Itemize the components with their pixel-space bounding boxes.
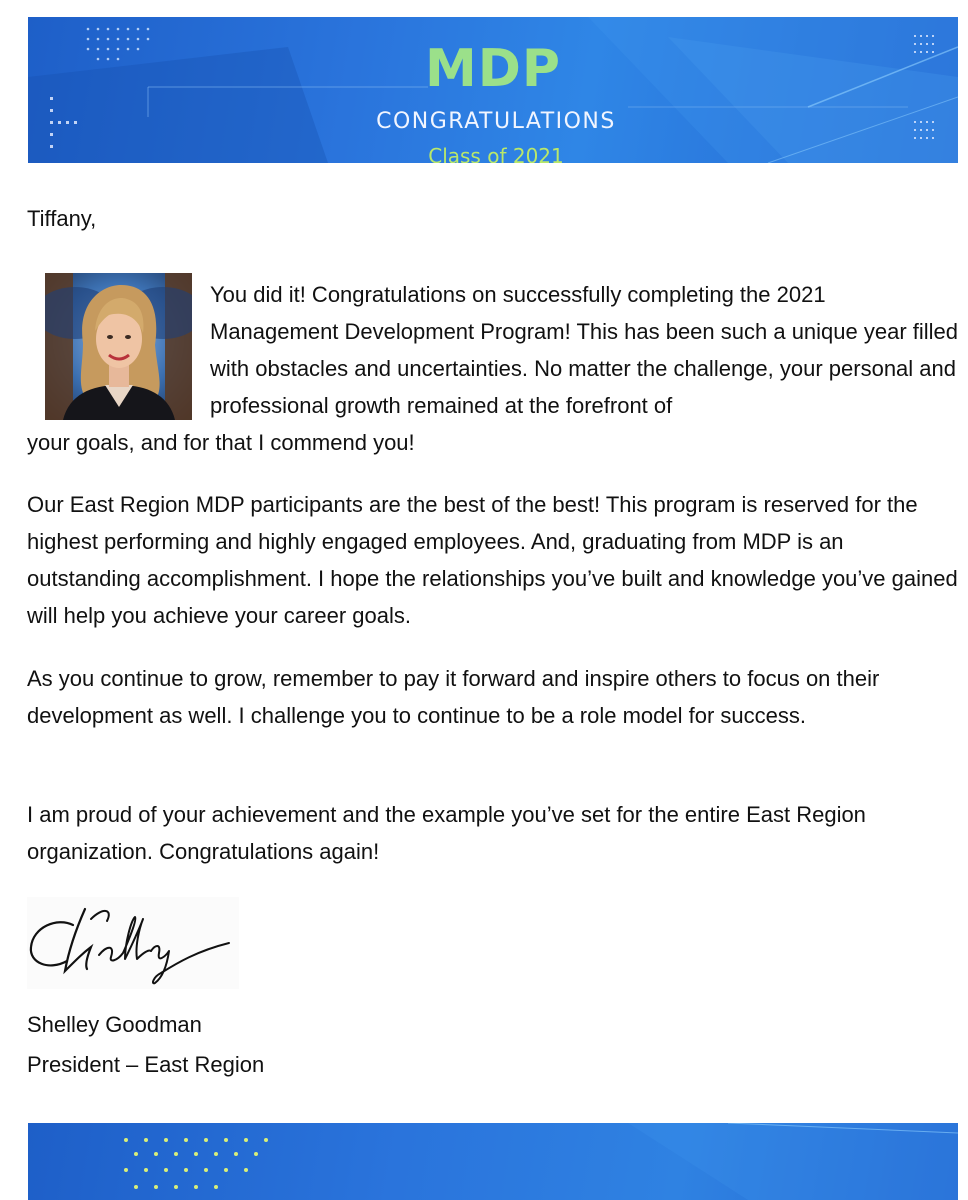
letter-paragraph-1: You did it! Congratulations on successfully completing the 2021 Management Development Program! This has been such a unique year filled with obstacles and uncertainties. No matter the challenge, your personal and professional growth remained at the forefront of [210,282,959,418]
letter-paragraph-2: Our East Region MDP participants are the best of the best! This program is reserved for the highest performing and highly engaged employees. And, graduating from MDP is an outstanding accomplishment. I hope the relationships you’ve built and knowledge you’ve gained will help you achieve your career goals. [27,492,958,628]
footer-banner-decoration [28,1123,958,1200]
letter-paragraph-1-end: your goals, and for that I commend you! [27,430,415,455]
banner-title: MDP [424,39,562,99]
banner-subtitle: CONGRATULATIONS [376,109,616,134]
sender-portrait-photo [45,273,192,420]
sender-name: Shelley Goodman [27,1012,202,1037]
banner-class-line: Class of 2021 [428,144,564,163]
letter-greeting: Tiffany, [27,206,97,231]
letter-paragraph-3: As you continue to grow, remember to pay it forward and inspire others to focus on their development as well. I challenge you to continue to be a role model for success. [27,666,880,728]
handwritten-signature [27,897,239,989]
footer-banner [28,1123,958,1200]
letter-paragraph-4: I am proud of your achievement and the example you’ve set for the entire East Region organization. Congratulations again! [27,802,866,864]
header-banner [28,17,958,163]
sender-title: President – East Region [27,1052,265,1077]
